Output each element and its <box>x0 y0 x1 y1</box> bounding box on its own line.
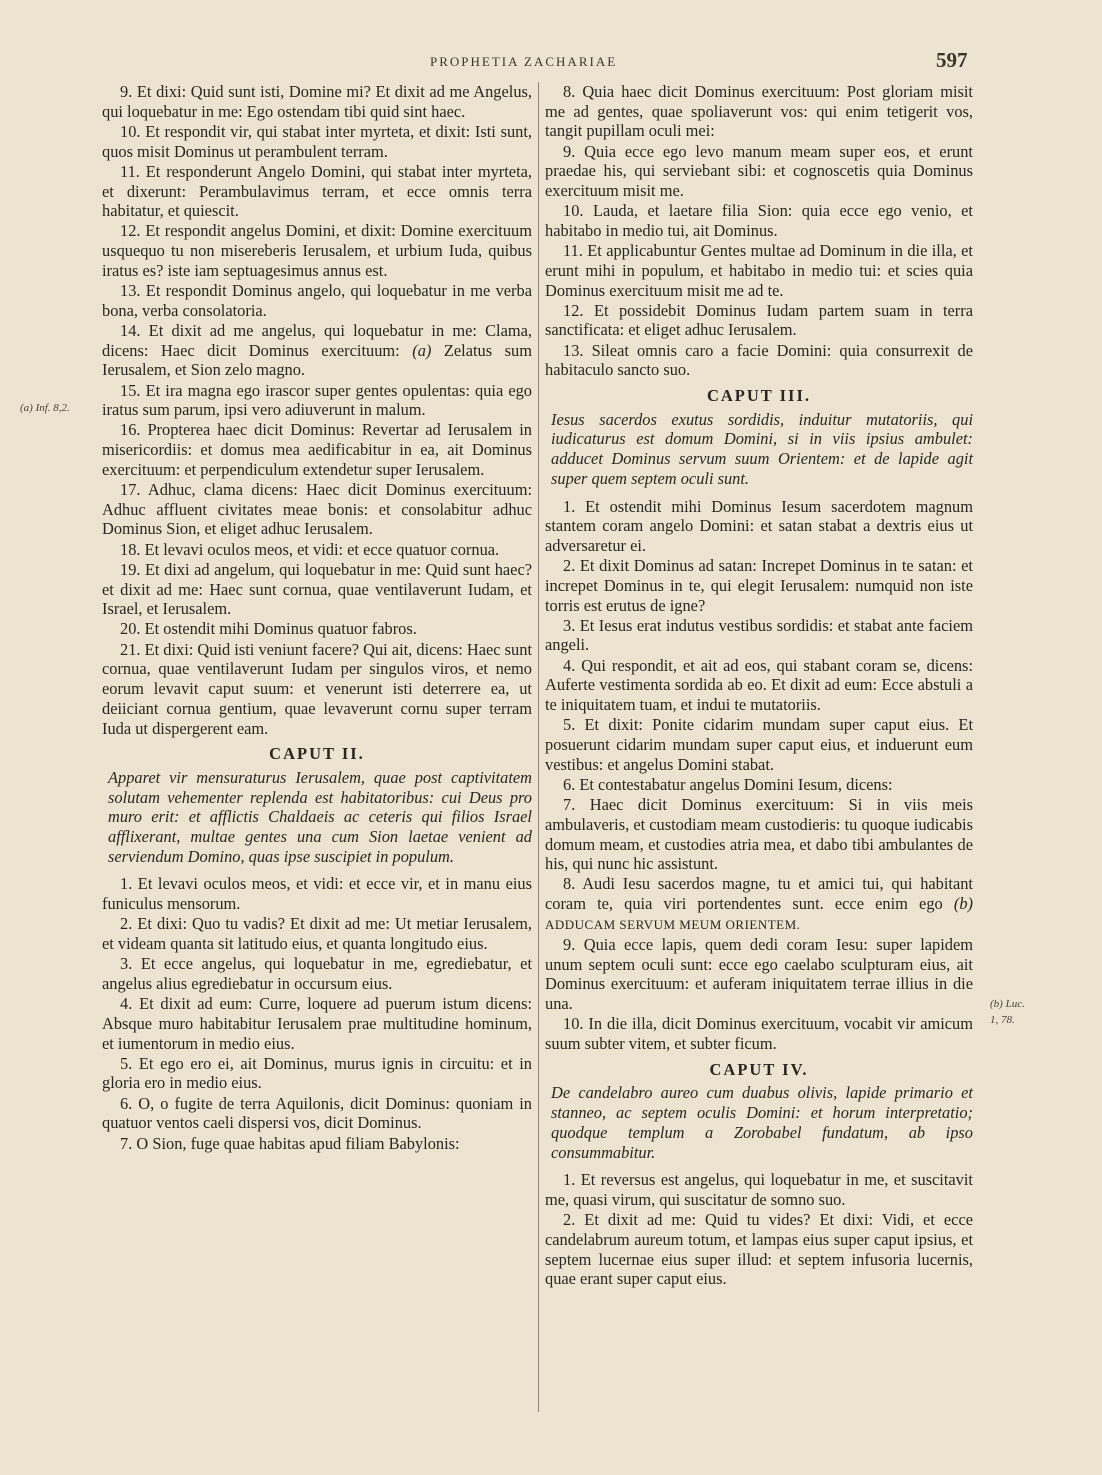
right-column <box>545 82 973 1289</box>
footnote-ref: (a) <box>412 340 432 360</box>
verse: 13. Et respondit Dominus angelo, qui loquebatur in me verba bona, verba consolatoria. <box>102 281 532 320</box>
running-title: PROPHETIA ZACHARIAE <box>430 54 618 69</box>
verse: 10. Et respondit vir, qui stabat inter myrteta, et dixit: Isti sunt, quos misit Dominus ut perambulent terram. <box>102 121 532 161</box>
verse <box>545 874 973 934</box>
verse: 10. In die illa, dicit Dominus exercituum, vocabit vir amicum suum subter vitem, et subter ficum. <box>545 1014 973 1054</box>
verse-text: 14. Et dixit ad me angelus, qui loquebatur in me: Clama, dicens: Haec dicit Dominus exercituum: <box>102 320 532 360</box>
chapter-heading: CAPUT IV. <box>709 1059 809 1079</box>
verse: 12. Et possidebit Dominus Iudam partem suam in terra sanctificata: et eliget adhuc Ierusalem. <box>545 300 973 340</box>
verse: 5. Et ego ero ei, ait Dominus, murus ignis in circuitu: et in gloria ero in medio eius. <box>102 1053 532 1093</box>
verse: 6. Et contestabatur angelus Domini Iesum, dicens: <box>563 774 893 794</box>
verse: 3. Et Iesus erat indutus vestibus sordidis: et stabat ante faciem angeli. <box>545 615 973 655</box>
verse-text: Zelatus sum Ierusalem, et Sion zelo magno. <box>102 340 532 380</box>
verse: 3. Et ecce angelus, qui loquebatur in me, egrediebatur, et angelus alius egrediebatur in occursum eius. <box>102 954 532 993</box>
page-number: 597 <box>936 48 968 72</box>
verse: 20. Et ostendit mihi Dominus quatuor fabros. <box>120 619 417 639</box>
verse: 11. Et responderunt Angelo Domini, qui stabat inter myrteta, et dixerunt: Perambulavimus terram, et ecce omnis terra habitatur, et quiescit. <box>102 161 532 221</box>
verse: 21. Et dixi: Quid isti veniunt facere? Qui ait, dicens: Haec sunt cornua, quae ventilaverunt Iudam per singulos viros, et nemo eorum levavit caput suum: et venerunt isti deterrere ea, ut deiiciant cornua gentium, quae levaverunt cornu super terram Iuda ut dispergerent eam. <box>102 639 532 738</box>
verse: 1. Et levavi oculos meos, et vidi: et ecce vir, et in manu eius funiculus mensorum. <box>102 874 532 914</box>
verse: 8. Quia haec dicit Dominus exercituum: Post gloriam misit me ad gentes, quae spoliaverunt vos: qui enim tetigerit vos, tangit pupillam oculi mei: <box>545 82 973 141</box>
chapter-summary: Apparet vir mensuraturus Ierusalem, quae post captivitatem solutam vehementer replenda est habitatoribus: cui Deus pro muro erit: et afflictis Chaldaeis ac ceteris qui filios Israel afflixerant, multae gentes una cum Sion laetae venient ad serviendum Domino, quas ipse suscipiet in populum. <box>108 767 532 866</box>
verse: 13. Sileat omnis caro a facie Domini: quia consurrexit de habitaculo sancto suo. <box>545 340 973 380</box>
chapter-summary: Iesus sacerdos exutus sordidis, induitur mutatoriis, qui iudicaturus est domum Domini, si in viis ipsius ambulet: adducet Dominus servum suum Orientem: et de lapide agit super quem septem oculi sunt. <box>551 409 973 488</box>
verse: 10. Lauda, et laetare filia Sion: quia ecce ego venio, et habitabo in medio tui, ait Dominus. <box>545 201 973 240</box>
verse: 7. O Sion, fuge quae habitas apud filiam Babylonis: <box>120 1133 460 1153</box>
verse: 9. Et dixi: Quid sunt isti, Domine mi? Et dixit ad me Angelus, qui loquebatur in me: Ego ostendam tibi quid sint haec. <box>102 82 532 121</box>
verse: 17. Adhuc, clama dicens: Haec dicit Dominus exercituum: Adhuc affluent civitates meae bonis: et consolabitur adhuc Dominus Sion, et eliget adhuc Ierusalem. <box>102 480 532 539</box>
verse: 2. Et dixit ad me: Quid tu vides? Et dixi: Vidi, et ecce candelabrum aureum totum, et lampas eius super caput ipsius, et septem lucernae eius super illud: et septem infusoria lucernis, quae erant super caput eius. <box>545 1210 973 1289</box>
verse: 9. Quia ecce lapis, quem dedi coram Iesu: super lapidem unum septem oculi sunt: ecce ego caelabo sculpturam eius, ait Dominus exercituum: et auferam iniquitatem terrae illius in die una. <box>545 935 973 1014</box>
margin-note-left: (a) Inf. 8,2. <box>20 402 70 414</box>
margin-note-right-1: (b) Luc. <box>990 998 1025 1010</box>
small-caps-text: ADDUCAM SERVUM MEUM ORIENTEM. <box>545 916 801 932</box>
verse: 11. Et applicabuntur Gentes multae ad Dominum in die illa, et erunt mihi in populum, et habitabo in medio tui: et scies quia Dominus exercituum misit me ad te. <box>545 241 973 300</box>
verse-text: 8. Audi Iesu sacerdos magne, tu et amici tui, qui habitant coram te, quia viri portendentes sunt. ecce enim ego <box>545 874 973 914</box>
column-divider <box>538 82 539 1412</box>
chapter-heading: CAPUT II. <box>269 744 365 764</box>
verse: 4. Et dixit ad eum: Curre, loquere ad puerum istum dicens: Absque muro habitabitur Ierusalem prae multitudine hominum, et iumentorum in medio eius. <box>102 994 532 1053</box>
left-column <box>102 82 532 1154</box>
verse: 7. Haec dicit Dominus exercituum: Si in viis meis ambulaveris, et custodiam meam custodieris: tu quoque iudicabis domum meam, et custodies atria mea, et dabo tibi ambulantes de his, qui nunc hic assistunt. <box>545 795 973 874</box>
verse: 4. Qui respondit, et ait ad eos, qui stabant coram se, dicens: Auferte vestimenta sordida ab eo. Et dixit ad eum: Ecce abstuli a te iniquitatem tuam, et indui te mutatoriis. <box>545 655 973 715</box>
verse: 2. Et dixi: Quo tu vadis? Et dixit ad me: Ut metiar Ierusalem, et videam quanta sit latitudo eius, et quanta longitudo eius. <box>102 914 532 954</box>
verse: 5. Et dixit: Ponite cidarim mundam super caput eius. Et posuerunt cidarim mundam super caput eius, et induerunt eum vestibus: et angelus Domini stabat. <box>545 715 973 774</box>
verse: 9. Quia ecce ego levo manum meam super eos, et erunt praedae his, qui serviebant sibi: et cognoscetis quia Dominus exercituum misit me. <box>545 141 973 201</box>
verse <box>102 321 532 380</box>
chapter-heading: CAPUT III. <box>706 386 812 406</box>
verse: 2. Et dixit Dominus ad satan: Increpet Dominus in te satan: et increpet Dominus in te, qui elegit Ierusalem: numquid non iste torris est erutus de igne? <box>545 556 973 615</box>
verse: 19. Et dixi ad angelum, qui loquebatur in me: Quid sunt haec? et dixit ad me: Haec sunt cornua, quae ventilaverunt Iudam, et Israel, et Ierusalem. <box>102 559 532 619</box>
verse: 1. Et ostendit mihi Dominus Iesum sacerdotem magnum stantem coram angelo Domini: et satan stabat a dextris eius ut adversaretur ei. <box>545 496 973 555</box>
footnote-ref: (b) <box>953 894 973 914</box>
margin-note-right-2: 1, 78. <box>990 1014 1015 1026</box>
verse: 12. Et respondit angelus Domini, et dixit: Domine exercituum usquequo tu non misereberis Ierusalem, et urbium Iuda, quibus iratus es? iste iam septuagesimus annus est. <box>102 221 532 280</box>
verse: 6. O, o fugite de terra Aquilonis, dicit Dominus: quoniam in quatuor ventos caeli dispersi vos, dicit Dominus. <box>102 1093 532 1133</box>
verse: 18. Et levavi oculos meos, et vidi: et ecce quatuor cornua. <box>120 539 500 559</box>
verse: 15. Et ira magna ego irascor super gentes opulentas: quia ego iratus sum parum, ipsi vero adiuverunt in malum. <box>102 380 532 420</box>
chapter-summary: De candelabro aureo cum duabus olivis, lapide primario et stanneo, ac septem oculis Domini: et horum interpretatio; quodque templum a Zorobabel fundatum, ab ipso consummabitur. <box>551 1083 973 1162</box>
verse: 16. Propterea haec dicit Dominus: Revertar ad Ierusalem in misericordiis: et domus mea aedificabitur in ea, ait Dominus exercituum: et perpendiculum extendetur super Ierusalem. <box>102 420 532 479</box>
verse: 1. Et reversus est angelus, qui loquebatur in me, et suscitavit me, quasi virum, qui suscitatur de somno suo. <box>545 1170 973 1209</box>
